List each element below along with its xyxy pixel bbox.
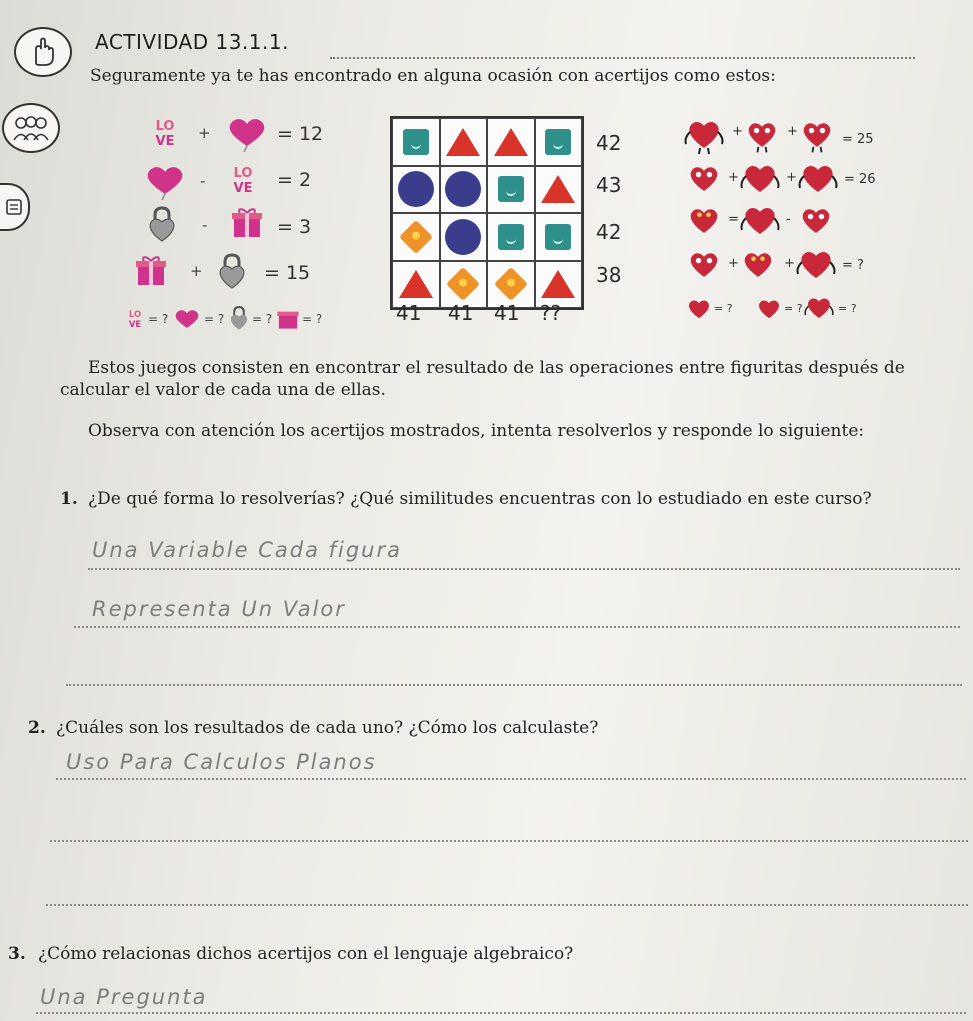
op-plus: + — [732, 124, 743, 139]
op-plus: + — [787, 124, 798, 139]
q-love: = ? — [148, 312, 169, 326]
grid-cell — [487, 118, 535, 166]
heart-face-icon — [684, 160, 724, 204]
hearts-row1-result: = 25 — [842, 132, 874, 147]
square-shape — [498, 176, 524, 202]
question-1-number: 1. — [60, 489, 78, 509]
heart-arms-up-icon — [682, 116, 726, 160]
gift-box-icon — [276, 306, 300, 334]
grid-cell — [487, 213, 535, 261]
shape-grid — [390, 116, 584, 310]
q-heart-face: = ? — [714, 302, 733, 315]
padlock-icon — [216, 252, 248, 294]
svg-text:VE: VE — [233, 181, 253, 196]
diamond-shape — [446, 267, 480, 301]
triangle-shape — [541, 270, 575, 298]
answer-line — [74, 626, 960, 628]
heart-face-icon — [797, 116, 837, 160]
row-sum-2: 43 — [596, 173, 622, 197]
op-minus: - — [200, 172, 206, 190]
grid-cell — [535, 166, 583, 214]
heart-face-icon — [684, 296, 714, 328]
row-sum-3: 42 — [596, 220, 622, 244]
love-tag-icon — [148, 117, 182, 153]
op-plus: + — [784, 256, 795, 271]
heart-arms-up-icon — [794, 246, 838, 290]
circle-shape — [445, 219, 481, 255]
group-icon — [2, 103, 60, 153]
row-sum-4: 38 — [596, 263, 622, 287]
row4-result: = 15 — [264, 262, 311, 284]
hearts-puzzle — [680, 112, 900, 322]
heart-arms-up-icon — [802, 294, 836, 328]
answer-line — [50, 840, 968, 842]
grid-cell — [440, 118, 488, 166]
answer-3-line-1: Una Pregunta — [40, 985, 208, 1009]
answer-1-line-1: Una Variable Cada figura — [92, 538, 402, 562]
row2-result: = 2 — [277, 169, 312, 191]
col-sum-4: ?? — [540, 301, 562, 325]
pink-heart-balloon-icon — [224, 116, 270, 156]
question-1-text: ¿De qué forma lo resolverías? ¿Qué similitudes encuentras con lo estudiado en este curso? — [88, 489, 872, 509]
triangle-shape — [399, 270, 433, 298]
op-plus: + — [728, 170, 739, 185]
heart-face-icon — [684, 202, 724, 246]
grid-cell — [440, 166, 488, 214]
svg-text:VE: VE — [128, 318, 142, 329]
padlock-icon — [146, 205, 178, 247]
heart-arms-up-icon — [738, 202, 782, 246]
op-equals: = — [728, 212, 739, 227]
heart-face-icon — [684, 246, 724, 290]
love-tag-icon — [124, 308, 146, 334]
triangle-shape — [494, 128, 528, 156]
diamond-shape — [494, 267, 528, 301]
question-2-text: ¿Cuáles son los resultados de cada uno? ¿Cómo los calculaste? — [56, 718, 599, 738]
grid-cell — [535, 213, 583, 261]
op-minus: - — [202, 216, 208, 234]
op-plus: + — [786, 170, 797, 185]
op-plus: + — [728, 256, 739, 271]
heart-face-icon — [754, 296, 784, 328]
paragraph-instructions: Observa con atención los acertijos mostrados, intenta resolverlos y responde lo siguiente: — [88, 421, 865, 441]
hand-icon — [14, 27, 72, 77]
answer-line — [56, 778, 966, 780]
q-heart-arms: = ? — [838, 302, 857, 315]
grid-cell — [392, 118, 440, 166]
paragraph-explanation: Estos juegos consisten en encontrar el resultado de las operaciones entre figuritas después de calcular el valor de cada una de ellas. — [60, 358, 905, 400]
svg-text:LO: LO — [155, 119, 175, 134]
answer-line — [36, 1012, 966, 1014]
grid-cell — [487, 166, 535, 214]
q-gift: = ? — [302, 312, 323, 326]
op-minus: - — [786, 212, 791, 227]
q-padlock: = ? — [252, 312, 273, 326]
intro-text: Seguramente ya te has encontrado en alguna ocasión con acertijos como estos: — [90, 66, 776, 86]
padlock-icon — [228, 305, 250, 335]
square-shape — [545, 224, 571, 250]
title-rule — [330, 57, 915, 59]
answer-line — [66, 684, 962, 686]
op-plus: + — [198, 124, 211, 142]
diamond-shape — [399, 220, 433, 254]
heart-face-icon — [742, 116, 782, 160]
question-2-number: 2. — [28, 718, 46, 738]
triangle-shape — [541, 175, 575, 203]
grid-cell — [535, 118, 583, 166]
heart-arms-up-icon — [738, 160, 782, 204]
answer-2-line-1: Uso Para Calculos Planos — [66, 750, 377, 774]
col-sum-3: 41 — [494, 301, 520, 325]
answer-line — [88, 568, 960, 570]
answer-1-line-2: Representa Un Valor — [92, 597, 346, 621]
q-heart-yellow: = ? — [784, 302, 803, 315]
puzzle-figures — [128, 112, 390, 342]
question-2 — [28, 717, 958, 739]
row-sum-1: 42 — [596, 131, 622, 155]
heart-arms-up-icon — [796, 160, 840, 204]
svg-text:VE: VE — [155, 134, 175, 149]
circle-shape — [445, 171, 481, 207]
gift-box-icon — [230, 205, 264, 243]
pink-heart-balloon-icon — [172, 308, 202, 336]
answer-line — [46, 904, 968, 906]
q-balloon: = ? — [204, 312, 225, 326]
row1-result: = 12 — [277, 123, 324, 145]
love-tag-icon — [226, 164, 260, 200]
grid-cell — [440, 213, 488, 261]
svg-text:LO: LO — [128, 309, 142, 320]
heart-face-icon — [738, 246, 778, 290]
circle-shape — [398, 171, 434, 207]
pink-heart-balloon-icon — [142, 164, 188, 204]
hearts-row4-result: = ? — [842, 258, 864, 273]
square-shape — [403, 129, 429, 155]
question-1 — [60, 488, 965, 510]
op-plus: + — [190, 262, 203, 280]
grid-cell — [392, 213, 440, 261]
question-3-text: ¿Cómo relacionas dichos acertijos con el lenguaje algebraico? — [38, 944, 574, 964]
gift-box-icon — [134, 253, 168, 291]
notebook-icon — [0, 183, 30, 231]
col-sum-2: 41 — [448, 301, 474, 325]
question-3-number: 3. — [8, 944, 26, 964]
square-shape — [545, 129, 571, 155]
question-3 — [8, 943, 958, 965]
heart-face-icon — [796, 202, 836, 246]
triangle-shape — [446, 128, 480, 156]
activity-title: ACTIVIDAD 13.1.1. — [95, 30, 289, 54]
square-shape — [498, 224, 524, 250]
grid-cell — [392, 166, 440, 214]
row3-result: = 3 — [277, 216, 312, 238]
svg-text:LO: LO — [233, 166, 253, 181]
col-sum-1: 41 — [396, 301, 422, 325]
hearts-row2-result: = 26 — [844, 172, 876, 187]
